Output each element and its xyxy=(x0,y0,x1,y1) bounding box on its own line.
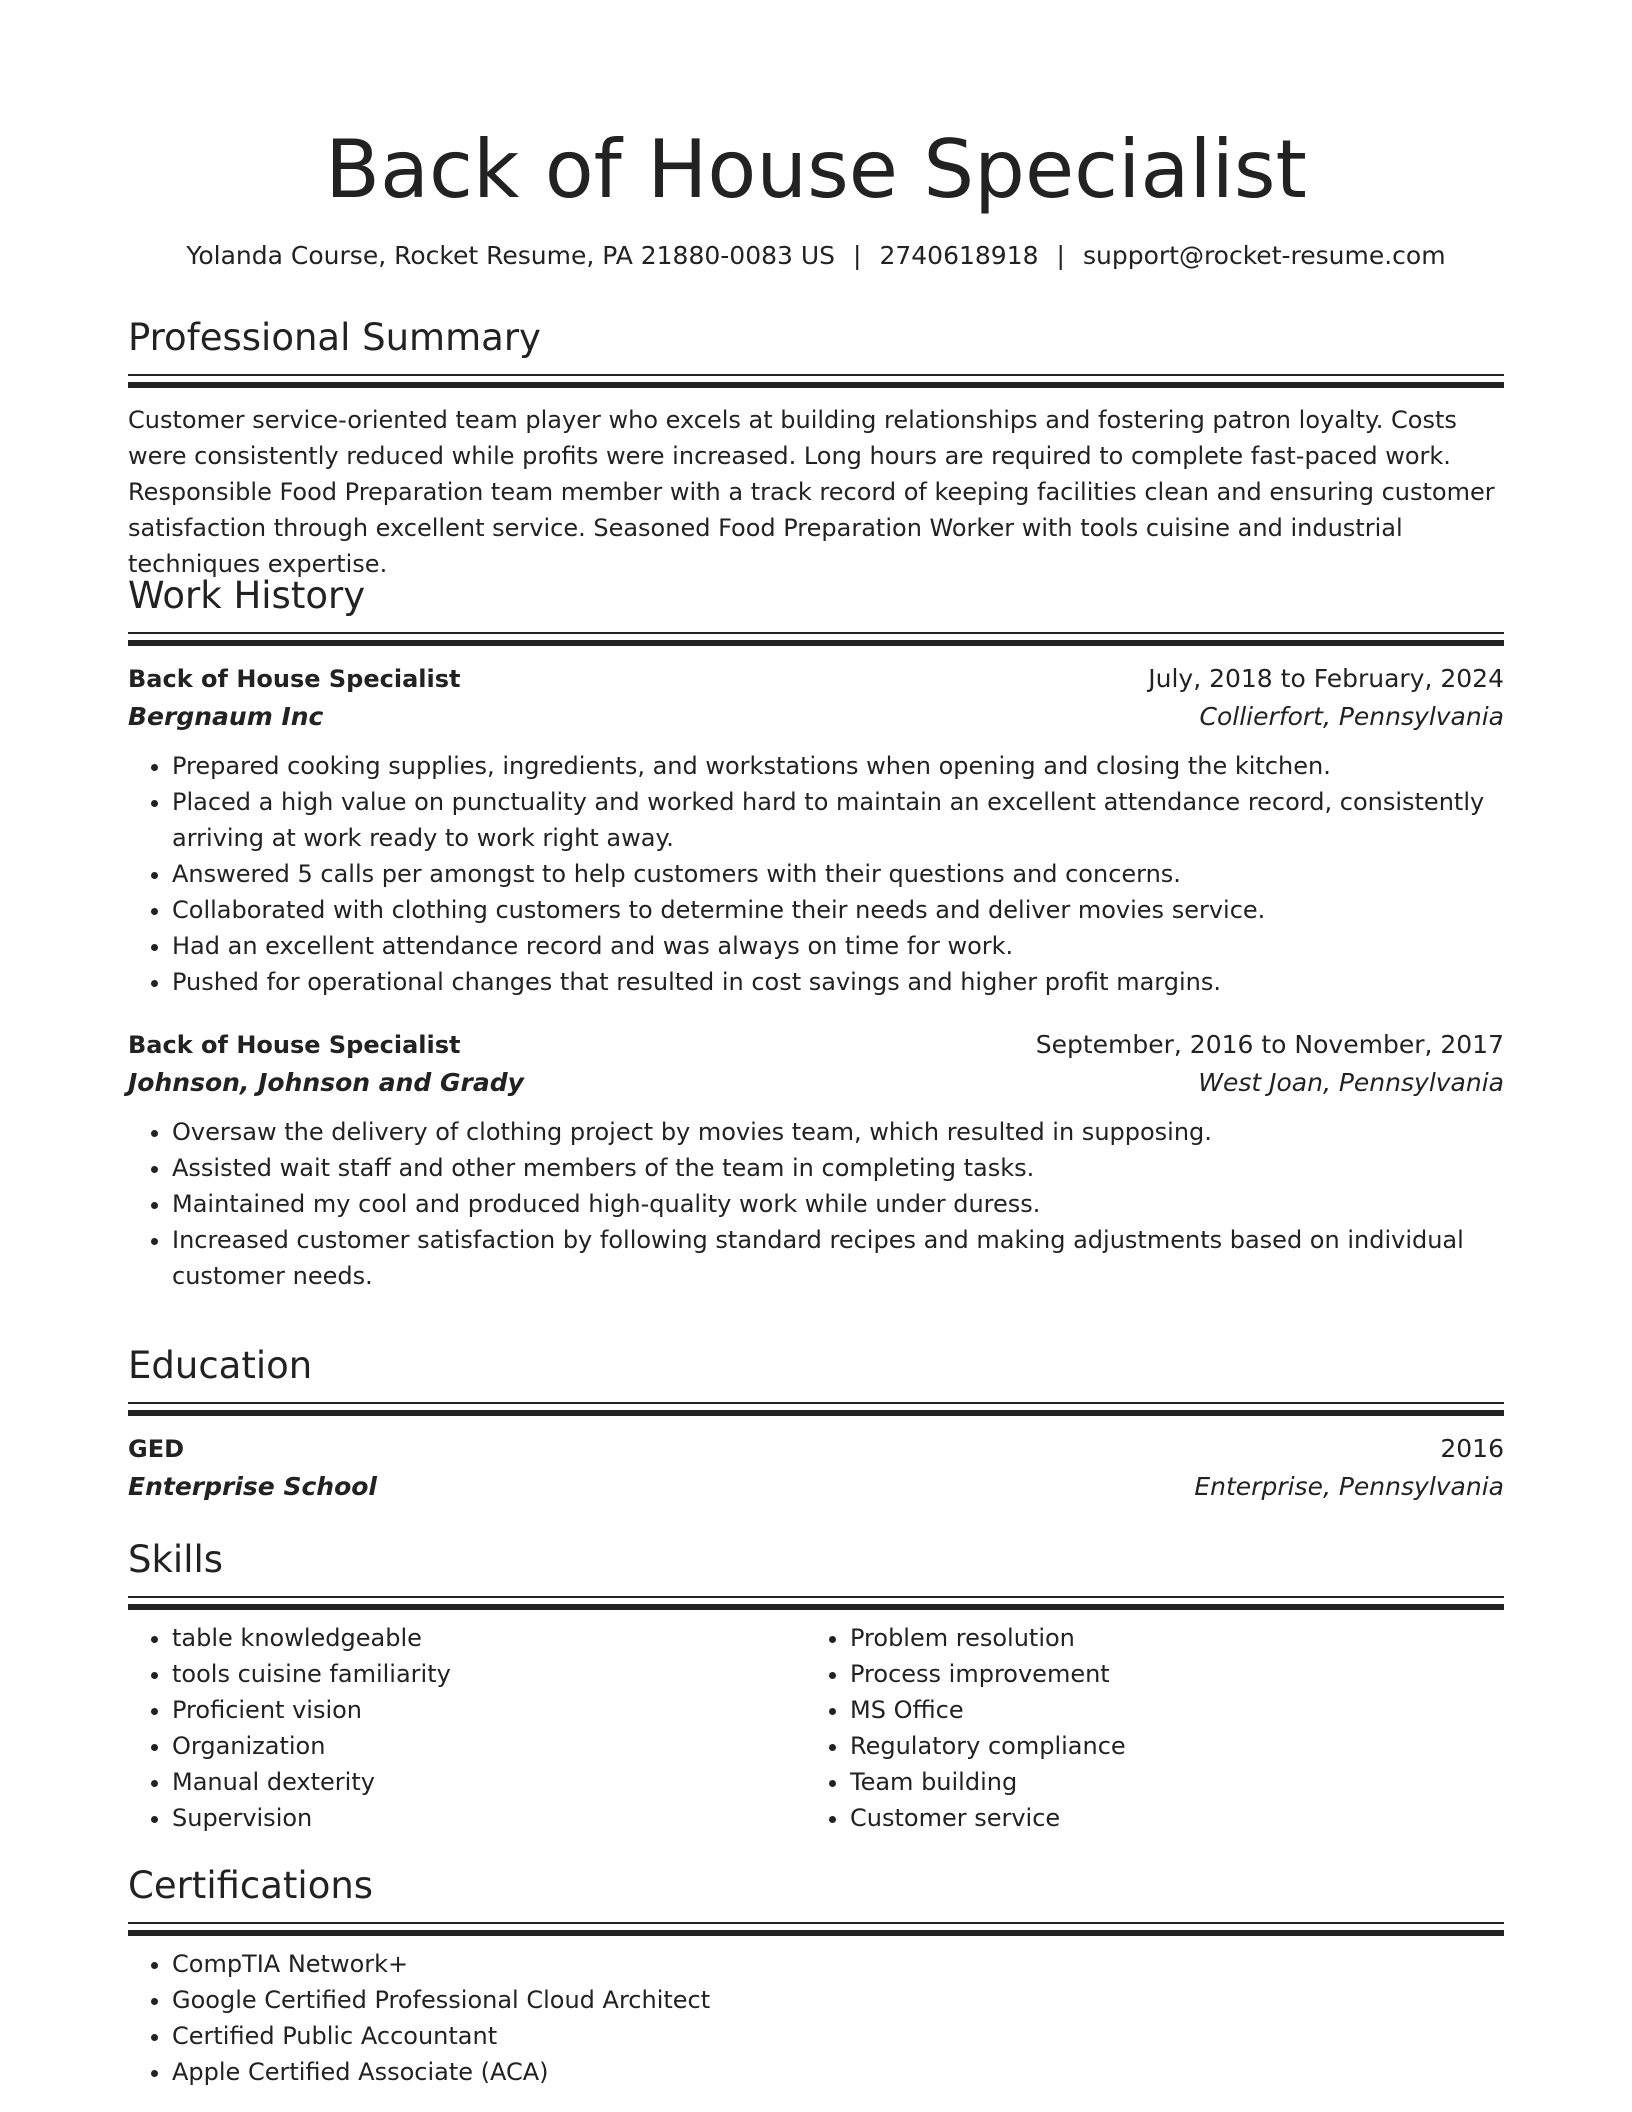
education-school: Enterprise School xyxy=(128,1472,377,1501)
section-title-education: Education xyxy=(128,1344,313,1387)
list-item: • Increased customer satisfaction by following standard recipes and making adjustments based on individual customer needs. xyxy=(172,1222,1504,1294)
skill-item: • tools cuisine familiarity xyxy=(172,1656,806,1692)
certification-item: • Certified Public Accountant xyxy=(172,2018,1504,2054)
section-rule-thick xyxy=(128,1604,1504,1610)
job-dates: September, 2016 to November, 2017 xyxy=(1035,1030,1504,1059)
education-location: Enterprise, Pennsylvania xyxy=(1194,1472,1504,1501)
skill-item: • Proficient vision xyxy=(172,1692,806,1728)
job-entry xyxy=(128,1026,1504,1294)
job-title: Back of House Specialist xyxy=(128,1031,461,1059)
contact-email: support@rocket-resume.com xyxy=(1082,241,1446,270)
job-company: Bergnaum Inc xyxy=(128,702,324,731)
skill-item: • table knowledgeable xyxy=(172,1620,806,1656)
section-rule xyxy=(128,1596,1504,1598)
section-rule-thick xyxy=(128,382,1504,388)
contact-phone: 2740618918 xyxy=(879,241,1039,270)
job-company: Johnson, Johnson and Grady xyxy=(128,1068,524,1097)
skills-list-right xyxy=(806,1620,1484,1836)
skill-item: • Problem resolution xyxy=(850,1620,1484,1656)
skill-item: • MS Office xyxy=(850,1692,1484,1728)
summary-text: Customer service-oriented team player who excels at building relationships and fostering patron loyalty. Costs were consistently reduced while profits were increased. Long hours are required to complete fast-paced work. Responsible Food Preparation team member with a track record of keeping facilities clean and ensuring customer satisfaction through excellent service. Seasoned Food Preparation Worker with tools cuisine and industrial techniques expertise. xyxy=(128,406,1495,578)
page-title: Back of House Specialist xyxy=(325,123,1307,216)
list-item: • Oversaw the delivery of clothing project by movies team, which resulted in supposing. xyxy=(172,1114,1504,1150)
skill-item: • Team building xyxy=(850,1764,1484,1800)
contact-line xyxy=(128,238,1504,274)
skill-item: • Process improvement xyxy=(850,1656,1484,1692)
job-dates: July, 2018 to February, 2024 xyxy=(1148,664,1504,693)
job-location: Collierfort, Pennsylvania xyxy=(1199,702,1504,731)
certification-item: • CompTIA Network+ xyxy=(172,1946,1504,1982)
list-item: • Prepared cooking supplies, ingredients, and workstations when opening and closing the kitchen. xyxy=(172,748,1504,784)
skills-columns xyxy=(128,1620,1504,1836)
section-rule xyxy=(128,374,1504,376)
list-item: • Maintained my cool and produced high-quality work while under duress. xyxy=(172,1186,1504,1222)
job-location: West Joan, Pennsylvania xyxy=(1198,1068,1504,1097)
summary-section xyxy=(128,314,1504,582)
job-bullets xyxy=(128,1114,1504,1294)
education-degree: GED xyxy=(128,1435,185,1463)
skills-section xyxy=(128,1536,1504,1836)
list-item: • Answered 5 calls per amongst to help customers with their questions and concerns. xyxy=(172,856,1504,892)
job-bullets xyxy=(128,748,1504,1000)
job-title: Back of House Specialist xyxy=(128,665,461,693)
section-title-summary: Professional Summary xyxy=(128,316,541,359)
section-rule-thick xyxy=(128,640,1504,646)
list-item: • Placed a high value on punctuality and worked hard to maintain an excellent attendance record, consistently arriving at work ready to work right away. xyxy=(172,784,1504,856)
section-rule xyxy=(128,1922,1504,1924)
certifications-section xyxy=(128,1862,1504,2090)
section-title-certifications: Certifications xyxy=(128,1864,374,1907)
skill-item: • Supervision xyxy=(172,1800,806,1836)
skill-item: • Customer service xyxy=(850,1800,1484,1836)
section-title-skills: Skills xyxy=(128,1538,224,1581)
education-year: 2016 xyxy=(1440,1434,1504,1463)
certification-item: • Apple Certified Associate (ACA) xyxy=(172,2054,1504,2090)
job-entry xyxy=(128,660,1504,1000)
section-rule-thick xyxy=(128,1930,1504,1936)
contact-address: Yolanda Course, Rocket Resume, PA 21880-0083 US xyxy=(186,241,836,270)
contact-separator: | xyxy=(1056,241,1065,270)
list-item: • Pushed for operational changes that resulted in cost savings and higher profit margins. xyxy=(172,964,1504,1000)
list-item: • Assisted wait staff and other members of the team in completing tasks. xyxy=(172,1150,1504,1186)
section-rule xyxy=(128,1402,1504,1404)
skill-item: • Manual dexterity xyxy=(172,1764,806,1800)
skill-item: • Organization xyxy=(172,1728,806,1764)
certifications-list xyxy=(128,1946,1504,2090)
contact-separator: | xyxy=(853,241,862,270)
certification-item: • Google Certified Professional Cloud Architect xyxy=(172,1982,1504,2018)
education-entry xyxy=(128,1430,1504,1506)
list-item: • Had an excellent attendance record and was always on time for work. xyxy=(172,928,1504,964)
list-item: • Collaborated with clothing customers to determine their needs and deliver movies service. xyxy=(172,892,1504,928)
education-section xyxy=(128,1342,1504,1506)
skills-list-left xyxy=(128,1620,806,1836)
work-history-section xyxy=(128,572,1504,1294)
section-rule xyxy=(128,632,1504,634)
skill-item: • Regulatory compliance xyxy=(850,1728,1484,1764)
section-rule-thick xyxy=(128,1410,1504,1416)
section-title-work: Work History xyxy=(128,574,366,617)
